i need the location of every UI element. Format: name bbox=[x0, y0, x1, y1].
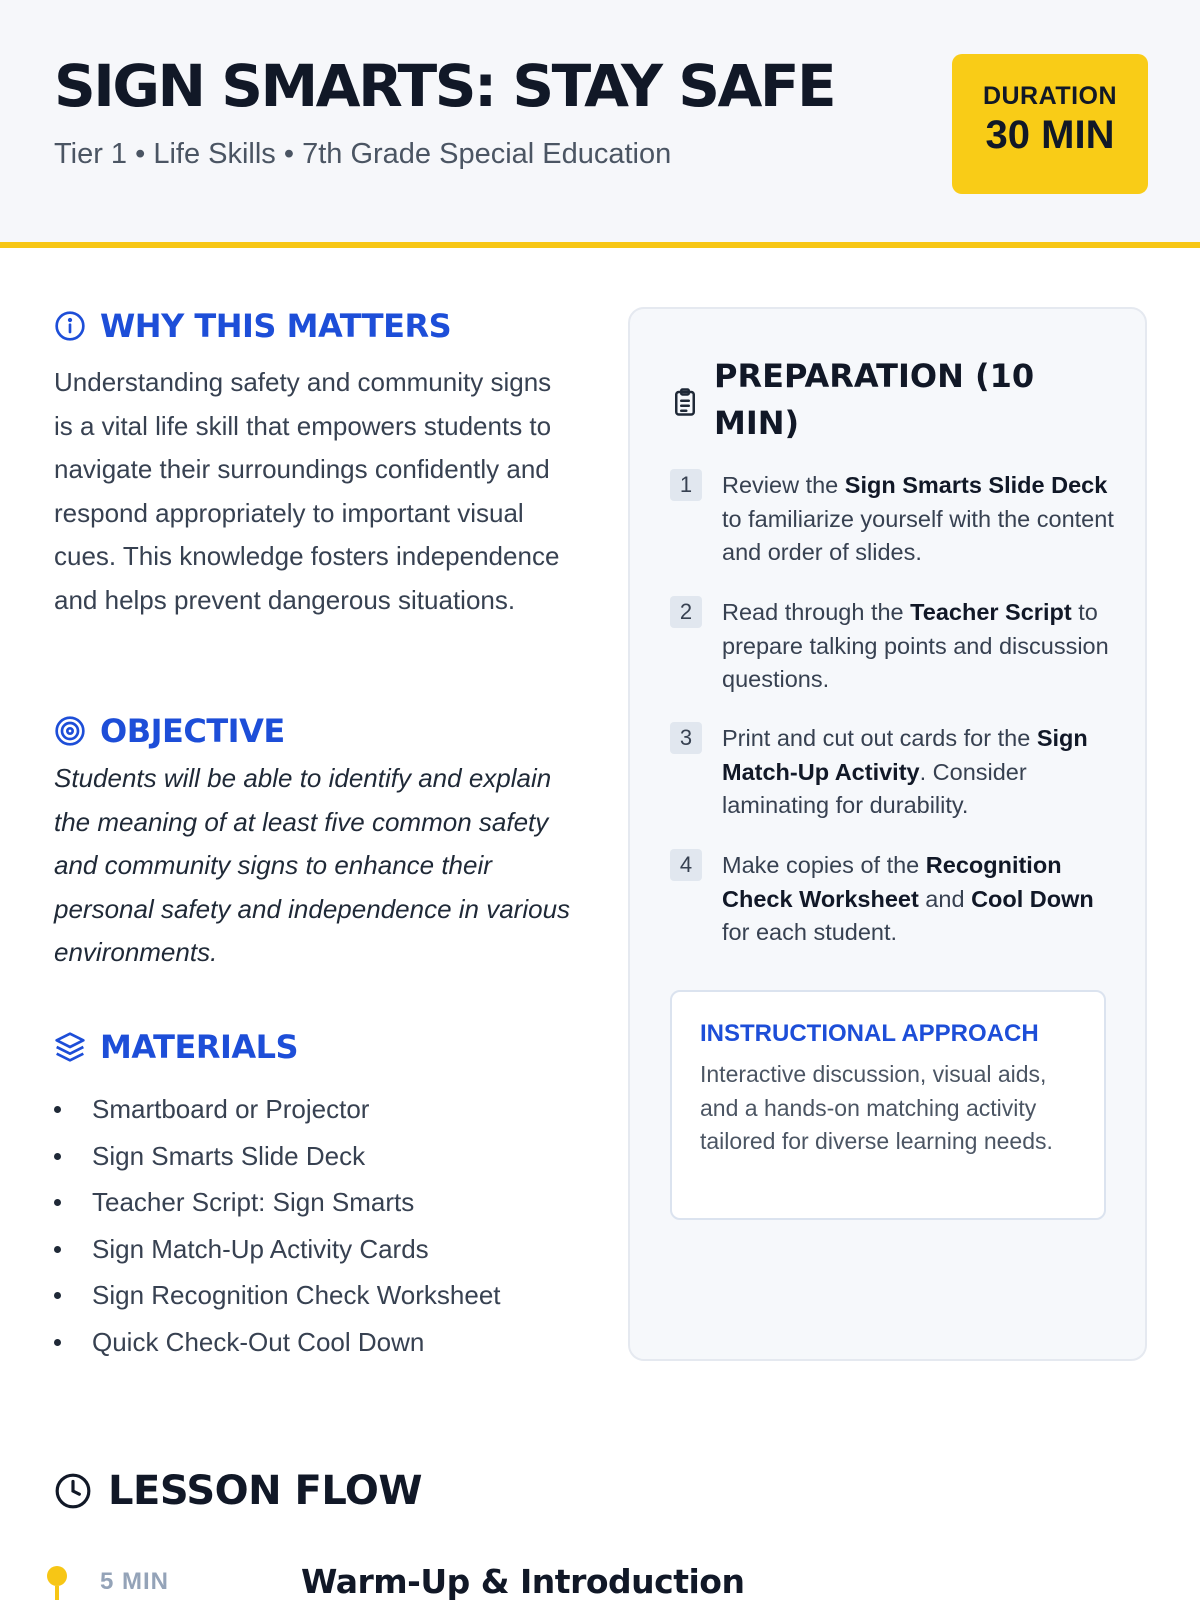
list-item: Sign Smarts Slide Deck bbox=[54, 1133, 501, 1180]
prep-step bbox=[670, 469, 1122, 570]
lesson-flow-title: LESSON FLOW bbox=[108, 1468, 423, 1514]
list-item: Smartboard or Projector bbox=[54, 1086, 501, 1133]
materials-section-heading bbox=[54, 1028, 298, 1066]
objective-heading: OBJECTIVE bbox=[100, 712, 285, 750]
flow-step-title: Warm-Up & Introduction bbox=[301, 1562, 745, 1600]
approach-text: Interactive discussion, visual aids, and a hands-on matching activity tailored for diverse learning needs. bbox=[700, 1061, 1053, 1154]
approach-heading: INSTRUCTIONAL APPROACH bbox=[700, 1020, 1039, 1047]
why-section-heading bbox=[54, 307, 451, 345]
preparation-heading: PREPARATION (10 MIN) bbox=[714, 357, 1035, 442]
lesson-flow-heading bbox=[54, 1468, 422, 1514]
list-item: Quick Check-Out Cool Down bbox=[54, 1319, 501, 1366]
flow-step-time: 5 MIN bbox=[100, 1568, 170, 1595]
layers-icon bbox=[54, 1031, 86, 1063]
lesson-title: SIGN SMARTS: STAY SAFE bbox=[54, 52, 835, 120]
preparation-section-heading bbox=[670, 353, 1074, 447]
duration-value: 30 MIN bbox=[985, 113, 1115, 157]
lesson-subtitle: Tier 1 • Life Skills • 7th Grade Special Education bbox=[54, 138, 672, 170]
lesson-header bbox=[0, 0, 1200, 248]
prep-step bbox=[670, 849, 1122, 950]
step-text: Print and cut out cards for the Sign Match-Up Activity. Consider laminating for durability. bbox=[722, 725, 1088, 818]
objective-text: Students will be able to identify and explain the meaning of at least five common safety and community signs to enhance their personal safety and independence in various environments. bbox=[54, 763, 571, 967]
timeline-line bbox=[55, 1586, 59, 1600]
list-item: Teacher Script: Sign Smarts bbox=[54, 1179, 501, 1226]
materials-list bbox=[54, 1086, 501, 1366]
prep-step bbox=[670, 596, 1122, 697]
materials-heading: MATERIALS bbox=[100, 1028, 299, 1066]
timeline-dot bbox=[47, 1566, 67, 1586]
prep-step bbox=[670, 722, 1122, 823]
step-number: 3 bbox=[670, 722, 702, 754]
list-item: Sign Recognition Check Worksheet bbox=[54, 1272, 501, 1319]
duration-label: DURATION bbox=[982, 82, 1118, 110]
info-circle-icon bbox=[54, 310, 86, 342]
step-text: Read through the Teacher Script to prepare talking points and discussion questions. bbox=[722, 599, 1109, 692]
step-number: 2 bbox=[670, 596, 702, 628]
clock-icon bbox=[54, 1472, 92, 1510]
step-number: 4 bbox=[670, 849, 702, 881]
instructional-approach-box bbox=[670, 990, 1106, 1220]
duration-badge bbox=[952, 54, 1148, 194]
step-text: Review the Sign Smarts Slide Deck to familiarize yourself with the content and order of slides. bbox=[722, 472, 1114, 565]
why-text: Understanding safety and community signs is a vital life skill that empowers students to navigate their surroundings confidently and respond appropriately to important visual cues. This knowledge fosters independence and helps prevent dangerous situations. bbox=[54, 367, 560, 615]
why-heading: WHY THIS MATTERS bbox=[100, 307, 452, 345]
clipboard-icon bbox=[670, 387, 700, 417]
list-item: Sign Match-Up Activity Cards bbox=[54, 1226, 501, 1273]
target-icon bbox=[54, 715, 86, 747]
step-text: Make copies of the Recognition Check Worksheet and Cool Down for each student. bbox=[722, 852, 1094, 945]
objective-section-heading bbox=[54, 712, 285, 750]
step-number: 1 bbox=[670, 469, 702, 501]
preparation-card bbox=[628, 307, 1147, 1361]
